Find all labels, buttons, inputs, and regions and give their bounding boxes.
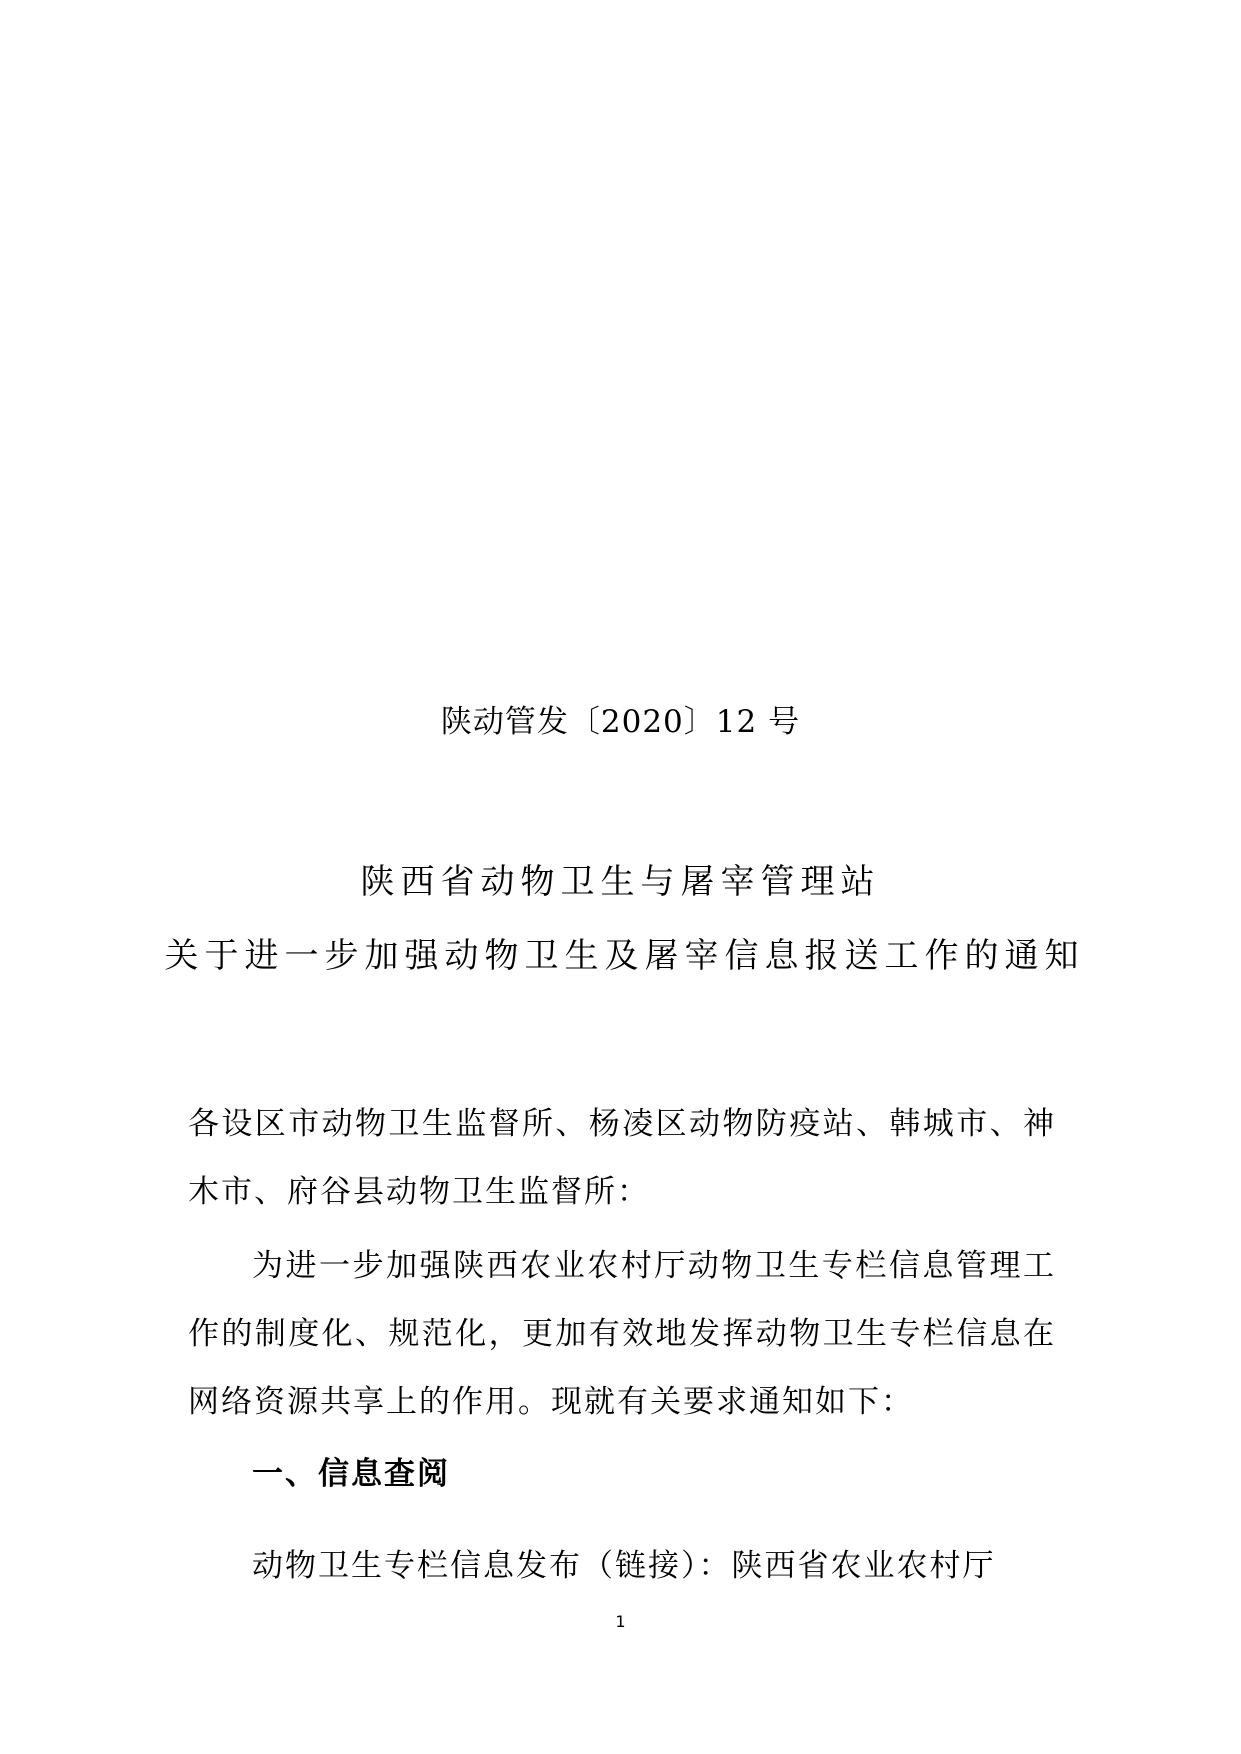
page-number: 1: [615, 1612, 626, 1631]
section-text: 动物卫生专栏信息发布（链接）：陕西省农业农村厅: [252, 1548, 996, 1584]
document-number: 陕动管发〔2020〕12 号: [440, 704, 801, 740]
title-subject: 关于进一步加强动物卫生及屠宰信息报送工作的通知: [164, 936, 1085, 976]
title-issuer: 陕西省动物卫生与屠宰管理站: [360, 862, 881, 902]
section-heading: 一、信息查阅: [252, 1456, 450, 1492]
addressee-paragraph: 各设区市动物卫生监督所、杨凌区动物防疫站、韩城市、神木市、府谷县动物卫生监督所：: [188, 1106, 1056, 1210]
intro-paragraph: 为进一步加强陕西农业农村厅动物卫生专栏信息管理工作的制度化、规范化，更加有效地发挥动物卫生专栏信息在网络资源共享上的作用。现就有关要求通知如下：: [188, 1248, 1056, 1420]
